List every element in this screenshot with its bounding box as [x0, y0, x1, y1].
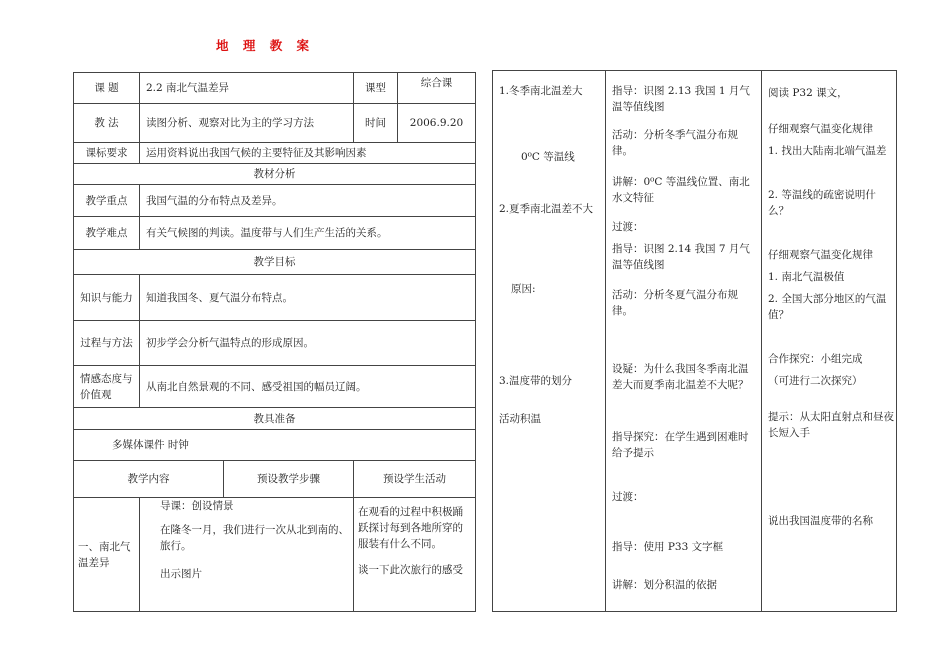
prep-value: 多媒体课件 时钟 — [74, 430, 476, 461]
content-value: 一、南北气温差异 — [78, 540, 131, 569]
topic-label: 课 题 — [74, 73, 140, 104]
key-value: 我国气温的分布特点及差异。 — [140, 185, 476, 217]
emotion-value: 从南北自然景观的不同、感受祖国的幅员辽阔。 — [140, 366, 476, 408]
step-item: 出示图片 — [160, 568, 202, 580]
content-item: 1.冬季南北温差大 — [499, 85, 583, 97]
prep-header: 教具准备 — [74, 408, 476, 430]
activity-cell — [354, 498, 476, 612]
content-item: 活动积温 — [499, 413, 541, 425]
activity-item: 谈一下此次旅行的感受 — [358, 564, 463, 576]
knowledge-label: 知识与能力 — [74, 275, 140, 321]
step-item: 活动：分析冬夏气温分布规律。 — [612, 289, 738, 317]
content-item: 0⁰C 等温线 — [521, 151, 575, 163]
type-value: 综合课 — [398, 73, 476, 104]
activity-item: 仔细观察气温变化规律 — [768, 123, 873, 135]
process-value: 初步学会分析气温特点的形成原因。 — [140, 321, 476, 366]
lesson-plan-table-left — [73, 72, 476, 612]
lesson-plan-table-right — [492, 70, 897, 612]
process-label: 过程与方法 — [74, 321, 140, 366]
page-title: 地 理 教 案 — [216, 38, 315, 53]
right-col-steps — [606, 71, 762, 612]
standard-label: 课标要求 — [74, 143, 140, 164]
step-item: 过渡： — [612, 491, 644, 503]
activity-item: 2. 全国大部分地区的气温值？ — [768, 293, 887, 321]
steps-cell — [140, 498, 354, 612]
method-label: 教 法 — [74, 104, 140, 143]
step-item: 指导：使用 P33 文字框 — [612, 541, 724, 553]
content-item: 2.夏季南北温差不大 — [499, 203, 594, 215]
activity-item: （可进行二次探究） — [768, 375, 863, 387]
type-label: 课型 — [354, 73, 398, 104]
activity-item: 在观看的过程中积极踊跃探讨每到各地所穿的服装有什么不同。 — [358, 506, 463, 550]
col-steps-header: 预设教学步骤 — [224, 461, 354, 498]
analysis-header: 教材分析 — [74, 164, 476, 185]
difficult-label: 教学难点 — [74, 217, 140, 250]
step-item: 指导探究：在学生遇到困难时给予提示 — [612, 431, 749, 459]
step-item: 在隆冬一月，我们进行一次从北到南的、旅行。 — [160, 524, 349, 552]
knowledge-value: 知道我国冬、夏气温分布特点。 — [140, 275, 476, 321]
difficult-value: 有关气候图的判读。温度带与人们生产生活的关系。 — [140, 217, 476, 250]
content-item: 原因: — [511, 283, 536, 295]
step-item: 讲解：划分积温的依据 — [612, 579, 717, 591]
content-item: 3.温度带的划分 — [499, 375, 573, 387]
emotion-label: 情感态度与价值观 — [74, 366, 140, 408]
step-item: 讲解：0⁰C 等温线位置、南北水文特征 — [612, 176, 750, 204]
activity-item: 阅读 P32 课文， — [768, 87, 848, 99]
method-value: 读图分析、观察对比为主的学习方法 — [140, 104, 354, 143]
activity-item: 合作探究：小组完成 — [768, 353, 863, 365]
step-item: 设疑：为什么我国冬季南北温差大而夏季南北温差不大呢？ — [612, 363, 749, 391]
step-item: 指导：识图 2.13 我国 1 月气温等值线图 — [612, 85, 750, 113]
step-item: 活动：分析冬季气温分布规律。 — [612, 129, 738, 157]
content-cell — [74, 498, 140, 612]
standard-value: 运用资料说出我国气候的主要特征及其影响因素 — [140, 143, 476, 164]
step-item: 指导：识图 2.14 我国 7 月气温等值线图 — [612, 243, 750, 271]
step-item: 过渡： — [612, 221, 644, 233]
activity-item: 仔细观察气温变化规律 — [768, 249, 873, 261]
activity-item: 说出我国温度带的名称 — [768, 515, 873, 527]
activity-item: 提示：从太阳直射点和昼夜长短入手 — [768, 411, 894, 439]
right-col-activity — [762, 71, 897, 612]
activity-item: 2. 等温线的疏密说明什么？ — [768, 189, 876, 217]
step-item: 导课：创设情景 — [160, 500, 234, 512]
right-col-content — [493, 71, 606, 612]
time-value: 2006.9.20 — [398, 104, 476, 143]
activity-item: 1. 南北气温极值 — [768, 271, 845, 283]
key-label: 教学重点 — [74, 185, 140, 217]
activity-item: 1. 找出大陆南北端气温差 — [768, 145, 887, 157]
topic-value: 2.2 南北气温差异 — [140, 73, 354, 104]
time-label: 时间 — [354, 104, 398, 143]
col-content-header: 教学内容 — [74, 461, 224, 498]
goals-header: 教学目标 — [74, 250, 476, 275]
col-activity-header: 预设学生活动 — [354, 461, 476, 498]
